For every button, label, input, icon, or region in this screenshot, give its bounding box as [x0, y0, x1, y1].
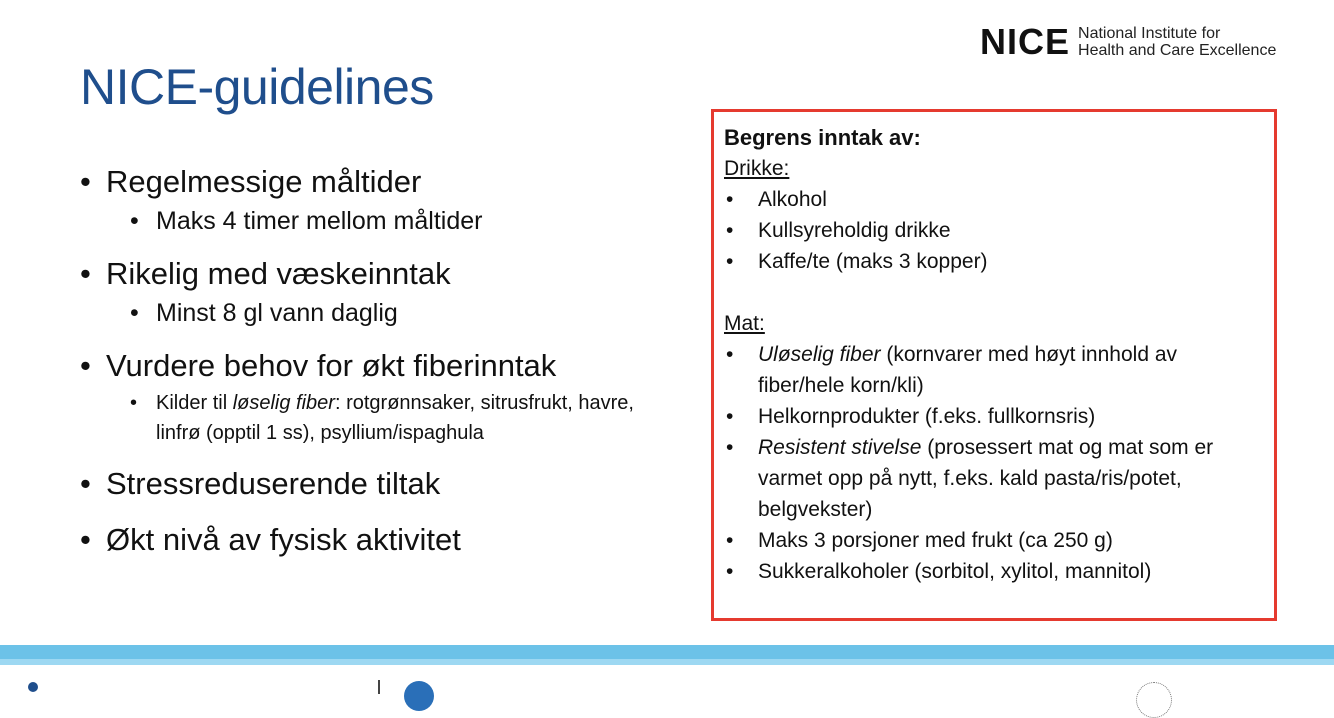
food-item: [724, 525, 1262, 556]
food-item: [724, 339, 1262, 401]
food-item-rest: Helkornprodukter (f.eks. fullkornsris): [758, 405, 1096, 428]
bullet-stress: • Stressreduserende tiltak: [80, 462, 680, 506]
logo-line-1: National Institute for: [1078, 25, 1221, 42]
logo-mark: NICE: [980, 21, 1071, 62]
food-item: [724, 556, 1262, 587]
footer-bar: [0, 645, 1334, 659]
fiber-sources-em: løselig fiber: [232, 392, 335, 414]
sub-bullet-water: • Minst 8 gl vann daglig: [80, 296, 680, 330]
bullet-fiber: • Vurdere behov for økt fiberinntak: [80, 344, 680, 388]
logo-text: [1078, 25, 1276, 59]
food-item-rest: Maks 3 porsjoner med frukt (ca 250 g): [758, 529, 1113, 552]
food-item-rest: (kornvarer med høyt innhold av fiber/hele korn/kli): [758, 343, 1178, 397]
food-item-rest: Sukkeralkoholer (sorbitol, xylitol, mannitol): [758, 560, 1152, 583]
bullet-activity: • Økt nivå av fysisk aktivitet: [80, 518, 680, 562]
bullet-fluid-intake: • Rikelig med væskeinntak: [80, 252, 680, 296]
box-section-drinks: Drikke:: [724, 157, 790, 180]
logo-line-2: Health and Care Excellence: [1078, 42, 1277, 59]
sub-bullet-fiber-sources: [80, 388, 680, 448]
box-heading: Begrens inntak av:: [724, 125, 921, 150]
footer-logo-circle: [404, 681, 434, 711]
box-spacer: [724, 277, 1262, 308]
food-item-rest: (prosessert mat og mat som er varmet opp på nytt, f.eks. kald pasta/ris/potet, belgvekster): [758, 436, 1214, 521]
fiber-sources-pre: Kilder til: [156, 392, 233, 414]
food-item: [724, 432, 1262, 525]
limit-intake-box: [711, 109, 1277, 621]
left-bullet-list: [80, 160, 680, 562]
footer-divider: [378, 680, 380, 694]
drink-item: • Kullsyreholdig drikke: [724, 215, 1262, 246]
slide-title: NICE-guidelines: [80, 59, 434, 115]
footer-seal-icon: [1136, 682, 1172, 718]
drink-item: • Kaffe/te (maks 3 kopper): [724, 246, 1262, 277]
drink-item: • Alkohol: [724, 184, 1262, 215]
sub-bullet-max-hours: • Maks 4 timer mellom måltider: [80, 204, 680, 238]
food-item-em: Resistent stivelse: [758, 436, 922, 459]
fiber-sources-post: : rotgrønnsaker, sitrusfrukt, havre, linfrø (opptil 1 ss), psyllium/ispaghula: [156, 392, 634, 444]
bullet-regular-meals: • Regelmessige måltider: [80, 160, 680, 204]
box-section-food: Mat:: [724, 312, 765, 335]
nice-logo: [980, 21, 1277, 62]
food-item-em: Uløselig fiber: [758, 343, 881, 366]
footer-bar-light: [0, 659, 1334, 665]
food-item: [724, 401, 1262, 432]
